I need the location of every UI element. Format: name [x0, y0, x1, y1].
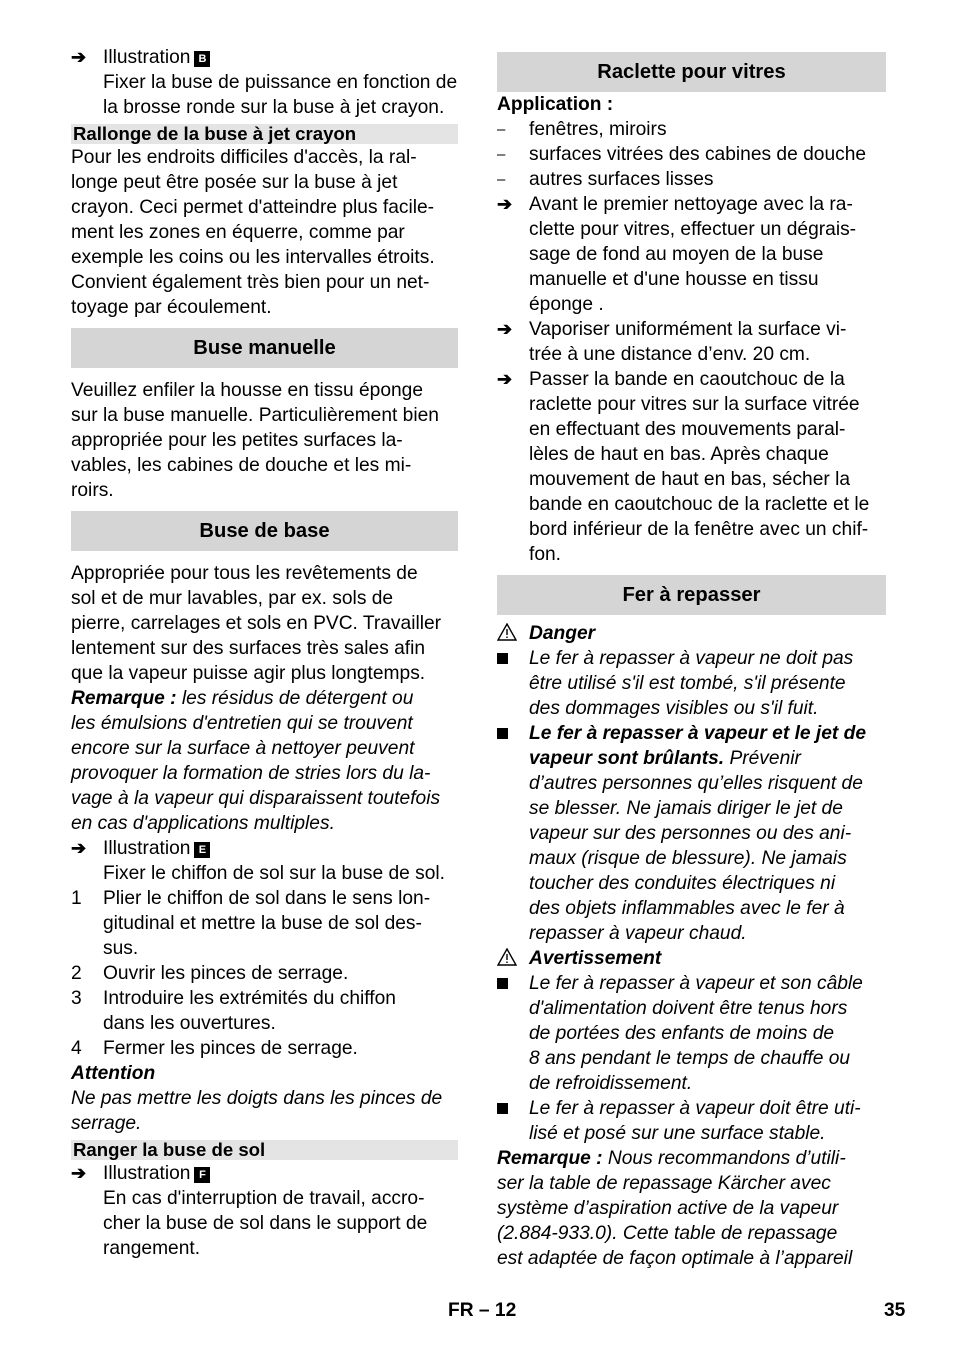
illustration-b-step: [71, 45, 458, 120]
illustration-label: Illustration: [103, 838, 191, 859]
dash-bullet: –: [497, 146, 506, 163]
left-column: [71, 45, 458, 1261]
text-line: Prévenir: [724, 748, 801, 769]
arrow-step: [497, 317, 886, 367]
text-line: 8 ans pendant le temps de chauffe ou: [529, 1048, 851, 1069]
text-line: toucher des conduites électriques ni: [529, 873, 836, 894]
text-line: en effectuant des mouvements paral-: [529, 419, 846, 440]
text-line: les émulsions d'entretien qui se trouvent: [71, 713, 413, 734]
step-text: Fixer le chiffon de sol sur la buse de sol.: [103, 863, 446, 884]
attention-title: Attention: [71, 1063, 156, 1084]
text-line: sus.: [103, 938, 139, 959]
text-line: Plier le chiffon de sol dans le sens lon-: [103, 888, 431, 909]
remark-block: [71, 686, 458, 836]
text-line: en cas d'applications multiples.: [71, 813, 335, 834]
paragraph-buse-manuelle: [71, 378, 458, 503]
remark-text: les résidus de détergent ou: [176, 688, 414, 709]
numbered-step: [71, 1036, 458, 1061]
step-number: 1: [71, 888, 82, 909]
text-line: (2.884-933.0). Cette table de repassage: [497, 1223, 838, 1244]
text-line: ser la table de repassage Kärcher avec: [497, 1173, 831, 1194]
remark-text: Nous recommandons d’utili-: [602, 1148, 846, 1169]
text-line: Ne pas mettre les doigts dans les pinces de: [71, 1088, 443, 1109]
text-line: Vaporiser uniformément la surface vi-: [529, 319, 847, 340]
section-heading-buse-de-base: Buse de base: [71, 511, 458, 551]
illustration-ref-badge: B: [194, 51, 210, 67]
text-line: encore sur la surface à nettoyer peuvent: [71, 738, 415, 759]
bullet-item: [497, 1096, 886, 1146]
text-line: repasser à vapeur chaud.: [529, 923, 747, 944]
text-line: sage de fond au moyen de la buse: [529, 244, 824, 265]
text-line: bord inférieur de la fenêtre avec un chif-: [529, 519, 869, 540]
square-bullet: [497, 971, 529, 1096]
step-number: 4: [71, 1038, 82, 1059]
dash-list-item: [497, 142, 886, 167]
text-line: lentement sur des surfaces très sales afin: [71, 638, 426, 659]
text-line: Pour les endroits difficiles d'accès, la ral-: [71, 147, 417, 168]
text-line: d'alimentation doivent être tenus hors: [529, 998, 848, 1019]
text-line: Le fer à repasser à vapeur doit être uti-: [529, 1098, 861, 1119]
arrow-icon: ➔: [497, 369, 513, 389]
section-heading-buse-manuelle: Buse manuelle: [71, 328, 458, 368]
dash-list-item: [497, 167, 886, 192]
text-line: Veuillez enfiler la housse en tissu éponge: [71, 380, 424, 401]
page-number: 35: [884, 1300, 906, 1321]
footer-section-label: FR – 12: [448, 1300, 517, 1321]
text-line: vapeur sur des personnes ou des ani-: [529, 823, 852, 844]
warning-triangle-icon: [497, 946, 529, 971]
text-line: En cas d'interruption de travail, accro-: [103, 1188, 425, 1209]
text-line: raclette pour vitres sur la surface vitrée: [529, 394, 860, 415]
text-line: trée à une distance d’env. 20 cm.: [529, 344, 811, 365]
remark-label: Remarque :: [497, 1148, 603, 1169]
danger-title: Danger: [529, 623, 596, 644]
text-line: lèles de haut en bas. Après chaque: [529, 444, 829, 465]
text-line: gitudinal et mettre la buse de sol des-: [103, 913, 422, 934]
text-line: bande en caoutchouc de la raclette et le: [529, 494, 870, 515]
dash-bullet: –: [497, 171, 506, 188]
dash-list-item: [497, 117, 886, 142]
text-line: mouvement de haut en bas, sécher la: [529, 469, 851, 490]
arrow-icon: ➔: [71, 47, 87, 67]
section-heading-rallonge: Rallonge de la buse à jet crayon: [71, 124, 458, 144]
text-line: est adaptée de façon optimale à l’appareil: [497, 1248, 853, 1269]
numbered-step: [71, 961, 458, 986]
right-column: [497, 45, 886, 1271]
danger-title-row: [497, 621, 886, 646]
text-line: crayon. Ceci permet d'atteindre plus facile-: [71, 197, 435, 218]
text-line: serrage.: [71, 1113, 142, 1134]
text-line: Introduire les extrémités du chiffon: [103, 988, 396, 1009]
section-heading-ranger: Ranger la buse de sol: [71, 1140, 458, 1160]
paragraph-rallonge: [71, 145, 458, 320]
arrow-step: [497, 367, 886, 567]
text-line: vage à la vapeur qui disparaissent toutefois: [71, 788, 441, 809]
text-line: Le fer à repasser à vapeur ne doit pas: [529, 648, 854, 669]
step-number: 3: [71, 988, 82, 1009]
text-line: surfaces vitrées des cabines de douche: [529, 144, 867, 165]
text-line: rangement.: [103, 1238, 201, 1259]
text-line: Le fer à repasser à vapeur et le jet de: [529, 723, 867, 744]
text-line: appropriée pour les petites surfaces la-: [71, 430, 403, 451]
text-line: cher la buse de sol dans le support de: [103, 1213, 428, 1234]
text-line: que la vapeur puisse agir plus longtemps.: [71, 663, 426, 684]
text-line: des dommages visibles ou s'il fuit.: [529, 698, 819, 719]
remark-label: Remarque :: [71, 688, 177, 709]
warning-title-row: [497, 946, 886, 971]
arrow-step: [497, 192, 886, 317]
text-line: manuelle et d'une housse en tissu: [529, 269, 819, 290]
text-line: fon.: [529, 544, 562, 565]
text-line: des objets inflammables avec le fer à: [529, 898, 845, 919]
paragraph-buse-de-base: [71, 561, 458, 686]
attention-block: [71, 1061, 458, 1136]
text-line: fenêtres, miroirs: [529, 119, 667, 140]
illustration-label: Illustration: [103, 47, 191, 68]
step-text: Fixer la buse de puissance en fonction de la brosse ronde sur la buse à jet crayon.: [103, 72, 458, 118]
text-line: sol et de mur lavables, par ex. sols de: [71, 588, 394, 609]
text-line: vables, les cabines de douche et les mi-: [71, 455, 412, 476]
square-bullet: [497, 646, 529, 721]
text-line: longe peut être posée sur la buse à jet: [71, 172, 398, 193]
remark-block: [497, 1146, 886, 1271]
bullet-item: [497, 646, 886, 721]
text-line: exemple les coins ou les intervalles étroits.: [71, 247, 435, 268]
numbered-step: [71, 886, 458, 961]
illustration-ref-badge: F: [194, 1167, 210, 1183]
text-line: sur la buse manuelle. Particulièrement bien: [71, 405, 439, 426]
text-line: Fermer les pinces de serrage.: [103, 1038, 358, 1059]
application-label: Application :: [497, 94, 614, 115]
text-line: de refroidissement.: [529, 1073, 693, 1094]
text-line: être utilisé s'il est tombé, s'il présente: [529, 673, 846, 694]
dash-bullet: –: [497, 121, 506, 138]
section-heading-raclette: Raclette pour vitres: [497, 52, 886, 92]
square-bullet: [497, 721, 529, 946]
text-line: maux (risque de blessure). Ne jamais: [529, 848, 847, 869]
illustration-ref-badge: E: [194, 842, 210, 858]
text-line: dans les ouvertures.: [103, 1013, 276, 1034]
text-line: pierre, carrelages et sols en PVC. Travailler: [71, 613, 442, 634]
warning-title: Avertissement: [529, 948, 662, 969]
text-line: Le fer à repasser à vapeur et son câble: [529, 973, 863, 994]
arrow-icon: ➔: [71, 838, 87, 858]
arrow-icon: ➔: [71, 1163, 87, 1183]
bold-text: vapeur sont brûlants.: [529, 748, 725, 769]
text-line: lisé et posé sur une surface stable.: [529, 1123, 826, 1144]
illustration-e-step: [71, 836, 458, 886]
text-line: se blesser. Ne jamais diriger le jet de: [529, 798, 843, 819]
text-line: Appropriée pour tous les revêtements de: [71, 563, 418, 584]
step-number: 2: [71, 963, 82, 984]
text-line: clette pour vitres, effectuer un dégrais-: [529, 219, 857, 240]
text-line: de portées des enfants de moins de: [529, 1023, 835, 1044]
text-line: toyage par écoulement.: [71, 297, 272, 318]
text-line: d’autres personnes qu’elles risquent de: [529, 773, 863, 794]
arrow-icon: ➔: [497, 194, 513, 214]
bullet-item: [497, 721, 886, 946]
numbered-step: [71, 986, 458, 1036]
section-heading-fer: Fer à repasser: [497, 575, 886, 615]
text-line: provoquer la formation de stries lors du la-: [71, 763, 431, 784]
illustration-label: Illustration: [103, 1163, 191, 1184]
text-line: autres surfaces lisses: [529, 169, 714, 190]
text-line: Avant le premier nettoyage avec la ra-: [529, 194, 853, 215]
text-line: système d’aspiration active de la vapeur: [497, 1198, 839, 1219]
text-line: Convient également très bien pour un net-: [71, 272, 430, 293]
bullet-item: [497, 971, 886, 1096]
illustration-f-step: [71, 1161, 458, 1261]
warning-triangle-icon: [497, 621, 529, 646]
square-bullet: [497, 1096, 529, 1146]
text-line: ment les zones en équerre, comme par: [71, 222, 405, 243]
text-line: roirs.: [71, 480, 114, 501]
text-line: Passer la bande en caoutchouc de la: [529, 369, 845, 390]
text-line: éponge .: [529, 294, 604, 315]
text-line: Ouvrir les pinces de serrage.: [103, 963, 349, 984]
arrow-icon: ➔: [497, 319, 513, 339]
